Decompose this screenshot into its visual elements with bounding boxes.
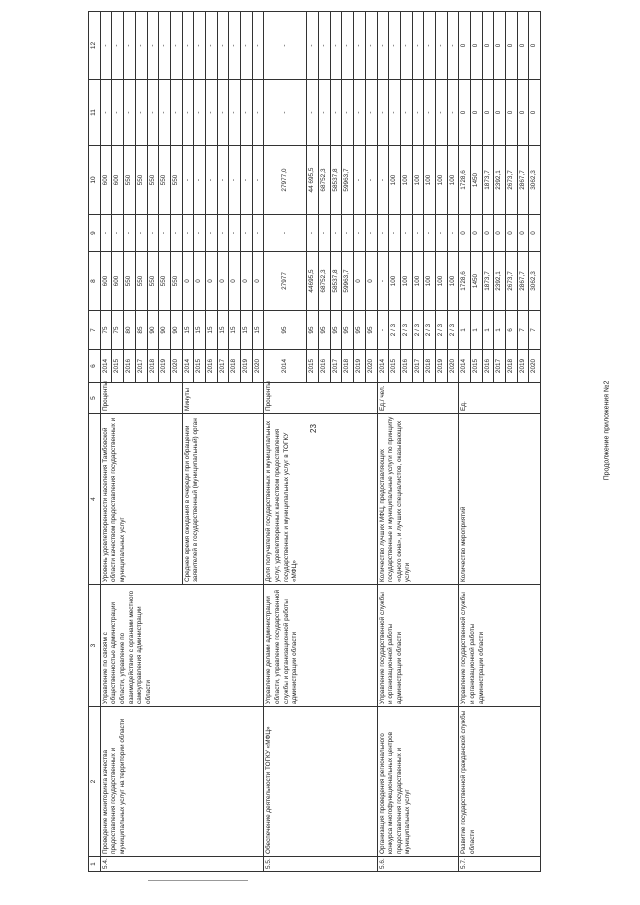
federal-budget: 0 bbox=[517, 215, 529, 252]
total-funding: 0 bbox=[194, 252, 206, 311]
other-sources: - bbox=[400, 12, 412, 80]
indicator-value: 1 bbox=[459, 311, 471, 350]
year: 2019 bbox=[517, 350, 529, 383]
indicator-value: 95 bbox=[354, 311, 366, 350]
local-budget: - bbox=[330, 80, 342, 146]
federal-budget: 0 bbox=[494, 215, 506, 252]
rotated-table-wrapper bbox=[88, 12, 538, 872]
other-sources: - bbox=[182, 12, 194, 80]
local-budget: - bbox=[217, 80, 229, 146]
year: 2014 bbox=[264, 350, 307, 383]
federal-budget: - bbox=[182, 215, 194, 252]
activity-number: 5.6. bbox=[377, 857, 459, 872]
year: 2018 bbox=[342, 350, 354, 383]
activity-number: 5.7. bbox=[459, 857, 541, 872]
federal-budget: - bbox=[307, 215, 319, 252]
year: 2019 bbox=[435, 350, 447, 383]
indicator-value: 1 bbox=[482, 311, 494, 350]
federal-budget: - bbox=[342, 215, 354, 252]
total-funding: 550 bbox=[170, 252, 182, 311]
total-funding: 0 bbox=[217, 252, 229, 311]
regional-budget: 550 bbox=[135, 146, 147, 215]
total-funding: 550 bbox=[135, 252, 147, 311]
federal-budget: - bbox=[112, 215, 124, 252]
regional-budget: 27977,0 bbox=[264, 146, 307, 215]
unit: Минуты bbox=[182, 383, 264, 414]
federal-budget: - bbox=[194, 215, 206, 252]
year: 2016 bbox=[400, 350, 412, 383]
federal-budget: - bbox=[319, 215, 331, 252]
total-funding: 0 bbox=[354, 252, 366, 311]
other-sources: 0 bbox=[529, 12, 541, 80]
regional-budget: 68752,3 bbox=[319, 146, 331, 215]
indicator-name: Доля получателей государственных и муниципальных услуг, удовлетворенных качеством предоставления государственных и муниципальных услуг в ТОГКУ «МФЦ» bbox=[264, 414, 377, 585]
total-funding: 59963,7 bbox=[342, 252, 354, 311]
federal-budget: 0 bbox=[459, 215, 471, 252]
other-sources: - bbox=[354, 12, 366, 80]
col-num: 4 bbox=[89, 414, 101, 585]
indicator-value: 2 / 3 bbox=[447, 311, 459, 350]
regional-budget: 600 bbox=[112, 146, 124, 215]
regional-budget: 550 bbox=[147, 146, 159, 215]
indicator-value: 75 bbox=[112, 311, 124, 350]
regional-budget: - bbox=[365, 146, 377, 215]
other-sources: - bbox=[330, 12, 342, 80]
scan-mark bbox=[148, 880, 248, 881]
regional-budget: 550 bbox=[170, 146, 182, 215]
other-sources: - bbox=[435, 12, 447, 80]
year: 2019 bbox=[241, 350, 253, 383]
indicator-value: 1 bbox=[471, 311, 483, 350]
col-num: 6 bbox=[89, 350, 101, 383]
year: 2018 bbox=[506, 350, 518, 383]
total-funding: 1873,7 bbox=[482, 252, 494, 311]
other-sources: - bbox=[147, 12, 159, 80]
year: 2015 bbox=[389, 350, 401, 383]
local-budget: 0 bbox=[482, 80, 494, 146]
local-budget: 0 bbox=[471, 80, 483, 146]
year: 2020 bbox=[447, 350, 459, 383]
total-funding: 44695,5 bbox=[307, 252, 319, 311]
col-num: 9 bbox=[89, 215, 101, 252]
federal-budget: 0 bbox=[482, 215, 494, 252]
unit: Ед./ чел. bbox=[377, 383, 459, 414]
activity-name: Организация проведения регионального конкурса многофункциональных центров предоставления государственных и муниципальных услуг bbox=[377, 707, 459, 857]
year: 2015 bbox=[471, 350, 483, 383]
year: 2018 bbox=[424, 350, 436, 383]
federal-budget: - bbox=[252, 215, 264, 252]
federal-budget: - bbox=[435, 215, 447, 252]
indicator-value: - bbox=[377, 311, 389, 350]
col-num: 12 bbox=[89, 12, 101, 80]
local-budget: - bbox=[194, 80, 206, 146]
other-sources: 0 bbox=[471, 12, 483, 80]
local-budget: - bbox=[319, 80, 331, 146]
local-budget: - bbox=[389, 80, 401, 146]
year: 2020 bbox=[529, 350, 541, 383]
regional-budget: - bbox=[205, 146, 217, 215]
local-budget: - bbox=[447, 80, 459, 146]
indicator-name: Уровень удовлетворенности населения Тамбовской области качеством предоставления государственных и муниципальных услуг bbox=[100, 414, 182, 585]
local-budget: - bbox=[252, 80, 264, 146]
regional-budget: 550 bbox=[159, 146, 171, 215]
table-row bbox=[459, 12, 471, 872]
local-budget: - bbox=[264, 80, 307, 146]
col-num: 5 bbox=[89, 383, 101, 414]
regional-budget: 2392,1 bbox=[494, 146, 506, 215]
federal-budget: - bbox=[424, 215, 436, 252]
indicator-value: 2 / 3 bbox=[400, 311, 412, 350]
indicator-name: Количество лучших МФЦ, предоставляющих государственные и муниципальные услуги по принципу «одного окна», и лучших специалистов, оказывающих услуги bbox=[377, 414, 459, 585]
local-budget: - bbox=[205, 80, 217, 146]
indicator-value: 7 bbox=[529, 311, 541, 350]
total-funding: 1728,6 bbox=[459, 252, 471, 311]
year: 2017 bbox=[135, 350, 147, 383]
indicator-value: 95 bbox=[330, 311, 342, 350]
indicator-value: 15 bbox=[182, 311, 194, 350]
total-funding: 2392,1 bbox=[494, 252, 506, 311]
year: 2018 bbox=[147, 350, 159, 383]
table-row bbox=[264, 12, 307, 872]
col-num: 10 bbox=[89, 146, 101, 215]
regional-budget: 100 bbox=[447, 146, 459, 215]
total-funding: 1450 bbox=[471, 252, 483, 311]
total-funding: 100 bbox=[389, 252, 401, 311]
total-funding: 100 bbox=[435, 252, 447, 311]
total-funding: 2867,7 bbox=[517, 252, 529, 311]
col-num: 1 bbox=[89, 857, 101, 872]
local-budget: - bbox=[424, 80, 436, 146]
regional-budget: 1873,7 bbox=[482, 146, 494, 215]
year: 2016 bbox=[319, 350, 331, 383]
indicator-value: 15 bbox=[205, 311, 217, 350]
local-budget: - bbox=[365, 80, 377, 146]
indicator-value: 80 bbox=[124, 311, 136, 350]
year: 2014 bbox=[459, 350, 471, 383]
indicator-value: 15 bbox=[229, 311, 241, 350]
regional-budget: 100 bbox=[435, 146, 447, 215]
local-budget: 0 bbox=[506, 80, 518, 146]
year: 2016 bbox=[124, 350, 136, 383]
table-row bbox=[100, 12, 112, 872]
total-funding: 0 bbox=[365, 252, 377, 311]
local-budget: - bbox=[241, 80, 253, 146]
total-funding: 100 bbox=[400, 252, 412, 311]
local-budget: 0 bbox=[529, 80, 541, 146]
year: 2017 bbox=[217, 350, 229, 383]
total-funding: 0 bbox=[182, 252, 194, 311]
local-budget: - bbox=[135, 80, 147, 146]
total-funding: 550 bbox=[124, 252, 136, 311]
regional-budget: 58537,8 bbox=[330, 146, 342, 215]
total-funding: 0 bbox=[205, 252, 217, 311]
total-funding: 550 bbox=[159, 252, 171, 311]
other-sources: - bbox=[135, 12, 147, 80]
local-budget: 0 bbox=[459, 80, 471, 146]
year: 2020 bbox=[170, 350, 182, 383]
federal-budget: - bbox=[217, 215, 229, 252]
federal-budget: - bbox=[100, 215, 112, 252]
federal-budget: 0 bbox=[506, 215, 518, 252]
other-sources: - bbox=[241, 12, 253, 80]
federal-budget: - bbox=[229, 215, 241, 252]
indicator-value: 1 bbox=[494, 311, 506, 350]
year: 2015 bbox=[307, 350, 319, 383]
year: 2020 bbox=[365, 350, 377, 383]
total-funding: 68752,3 bbox=[319, 252, 331, 311]
total-funding: 58537,8 bbox=[330, 252, 342, 311]
regional-budget: 100 bbox=[389, 146, 401, 215]
regional-budget: 600 bbox=[100, 146, 112, 215]
local-budget: - bbox=[400, 80, 412, 146]
indicator-value: 90 bbox=[170, 311, 182, 350]
federal-budget: - bbox=[205, 215, 217, 252]
federal-budget: - bbox=[159, 215, 171, 252]
total-funding: 0 bbox=[229, 252, 241, 311]
regional-budget: - bbox=[354, 146, 366, 215]
year: 2017 bbox=[494, 350, 506, 383]
regional-budget: 100 bbox=[400, 146, 412, 215]
indicator-name: Среднее время ожидания в очереди при обращении заявителей в государственный (муниципальный) орган bbox=[182, 414, 264, 585]
year: 2015 bbox=[112, 350, 124, 383]
column-number-row bbox=[89, 12, 101, 872]
local-budget: - bbox=[342, 80, 354, 146]
indicator-value: 95 bbox=[319, 311, 331, 350]
federal-budget: - bbox=[354, 215, 366, 252]
total-funding: 600 bbox=[112, 252, 124, 311]
federal-budget: - bbox=[330, 215, 342, 252]
federal-budget: - bbox=[241, 215, 253, 252]
year: 2019 bbox=[354, 350, 366, 383]
indicator-name: Количество мероприятий bbox=[459, 414, 541, 585]
regional-budget: 1450 bbox=[471, 146, 483, 215]
federal-budget: - bbox=[124, 215, 136, 252]
federal-budget: - bbox=[264, 215, 307, 252]
other-sources: - bbox=[159, 12, 171, 80]
regional-budget: 3062,3 bbox=[529, 146, 541, 215]
indicator-value: 6 bbox=[506, 311, 518, 350]
col-num: 3 bbox=[89, 585, 101, 707]
local-budget: - bbox=[307, 80, 319, 146]
regional-budget: 2673,7 bbox=[506, 146, 518, 215]
local-budget: 0 bbox=[517, 80, 529, 146]
other-sources: 0 bbox=[506, 12, 518, 80]
unit: Ед. bbox=[459, 383, 541, 414]
other-sources: - bbox=[217, 12, 229, 80]
indicator-value: 75 bbox=[100, 311, 112, 350]
continuation-note: Продолжение приложения №2 bbox=[603, 380, 611, 481]
regional-budget: - bbox=[229, 146, 241, 215]
regional-budget: 550 bbox=[124, 146, 136, 215]
col-num: 11 bbox=[89, 80, 101, 146]
indicator-value: 85 bbox=[135, 311, 147, 350]
indicator-value: 15 bbox=[217, 311, 229, 350]
local-budget: - bbox=[170, 80, 182, 146]
other-sources: - bbox=[100, 12, 112, 80]
federal-budget: - bbox=[400, 215, 412, 252]
other-sources: - bbox=[124, 12, 136, 80]
document-sheet bbox=[88, 12, 538, 872]
page-number: 23 bbox=[308, 424, 318, 433]
regional-budget: - bbox=[182, 146, 194, 215]
total-funding: 2673,7 bbox=[506, 252, 518, 311]
local-budget: - bbox=[100, 80, 112, 146]
other-sources: - bbox=[170, 12, 182, 80]
col-num: 7 bbox=[89, 311, 101, 350]
regional-budget: - bbox=[377, 146, 389, 215]
other-sources: 0 bbox=[482, 12, 494, 80]
other-sources: - bbox=[264, 12, 307, 80]
indicator-value: 2 / 3 bbox=[435, 311, 447, 350]
other-sources: - bbox=[252, 12, 264, 80]
year: 2016 bbox=[205, 350, 217, 383]
other-sources: - bbox=[194, 12, 206, 80]
federal-budget: 0 bbox=[471, 215, 483, 252]
total-funding: 0 bbox=[241, 252, 253, 311]
unit: Проценты bbox=[264, 383, 377, 414]
regional-budget: - bbox=[252, 146, 264, 215]
other-sources: - bbox=[319, 12, 331, 80]
regional-budget: 44 695,5 bbox=[307, 146, 319, 215]
other-sources: - bbox=[447, 12, 459, 80]
indicator-value: 95 bbox=[342, 311, 354, 350]
other-sources: - bbox=[342, 12, 354, 80]
col-num: 2 bbox=[89, 707, 101, 857]
total-funding: 100 bbox=[412, 252, 424, 311]
indicator-value: 2 / 3 bbox=[412, 311, 424, 350]
local-budget: - bbox=[377, 80, 389, 146]
federal-budget: - bbox=[377, 215, 389, 252]
regional-budget: - bbox=[241, 146, 253, 215]
other-sources: - bbox=[229, 12, 241, 80]
indicator-value: 90 bbox=[159, 311, 171, 350]
local-budget: - bbox=[147, 80, 159, 146]
activity-name: Обеспечение деятельности ТОГКУ «МФЦ» bbox=[264, 707, 377, 857]
executor: Управление государственной службы и организационной работы администрации области bbox=[377, 585, 459, 707]
federal-budget: - bbox=[389, 215, 401, 252]
year: 2015 bbox=[194, 350, 206, 383]
total-funding: - bbox=[377, 252, 389, 311]
unit: Проценты bbox=[100, 383, 182, 414]
activity-number: 5.5. bbox=[264, 857, 377, 872]
total-funding: 600 bbox=[100, 252, 112, 311]
other-sources: 0 bbox=[459, 12, 471, 80]
local-budget: - bbox=[182, 80, 194, 146]
year: 2020 bbox=[252, 350, 264, 383]
total-funding: 100 bbox=[447, 252, 459, 311]
col-num: 8 bbox=[89, 252, 101, 311]
total-funding: 27977 bbox=[264, 252, 307, 311]
other-sources: - bbox=[307, 12, 319, 80]
indicator-value: 7 bbox=[517, 311, 529, 350]
other-sources: - bbox=[205, 12, 217, 80]
activity-number: 5.4. bbox=[100, 857, 264, 872]
other-sources: - bbox=[377, 12, 389, 80]
executor: Управление делами администрации области, управление государственной службы и организационной работы администрации области bbox=[264, 585, 377, 707]
indicator-value: 15 bbox=[241, 311, 253, 350]
local-budget: 0 bbox=[494, 80, 506, 146]
regional-budget: - bbox=[194, 146, 206, 215]
regional-budget: 100 bbox=[424, 146, 436, 215]
federal-budget: - bbox=[147, 215, 159, 252]
local-budget: - bbox=[354, 80, 366, 146]
local-budget: - bbox=[229, 80, 241, 146]
federal-budget: - bbox=[365, 215, 377, 252]
total-funding: 100 bbox=[424, 252, 436, 311]
table-row bbox=[377, 12, 389, 872]
year: 2017 bbox=[412, 350, 424, 383]
year: 2016 bbox=[482, 350, 494, 383]
regional-budget: 2867,7 bbox=[517, 146, 529, 215]
activity-name: Проведение мониторинга качества предоставления государственных и муниципальных услуг на территории области bbox=[100, 707, 264, 857]
total-funding: 3062,3 bbox=[529, 252, 541, 311]
other-sources: 0 bbox=[494, 12, 506, 80]
regional-budget: 1728,6 bbox=[459, 146, 471, 215]
regional-budget: 100 bbox=[412, 146, 424, 215]
indicator-value: 95 bbox=[307, 311, 319, 350]
table-body bbox=[89, 12, 541, 872]
indicator-value: 95 bbox=[264, 311, 307, 350]
indicator-value: 2 / 3 bbox=[389, 311, 401, 350]
other-sources: - bbox=[389, 12, 401, 80]
other-sources: - bbox=[365, 12, 377, 80]
federal-budget: - bbox=[412, 215, 424, 252]
local-budget: - bbox=[435, 80, 447, 146]
year: 2019 bbox=[159, 350, 171, 383]
executor: Управление по связям с общественностью администрации области, управление по взаимодействию с органами местного самоуправления администрации области bbox=[100, 585, 264, 707]
federal-budget: - bbox=[170, 215, 182, 252]
indicator-value: 90 bbox=[147, 311, 159, 350]
indicator-value: 15 bbox=[194, 311, 206, 350]
total-funding: 0 bbox=[252, 252, 264, 311]
year: 2014 bbox=[377, 350, 389, 383]
federal-budget: - bbox=[447, 215, 459, 252]
other-sources: - bbox=[112, 12, 124, 80]
year: 2018 bbox=[229, 350, 241, 383]
local-budget: - bbox=[124, 80, 136, 146]
local-budget: - bbox=[112, 80, 124, 146]
other-sources: - bbox=[424, 12, 436, 80]
indicator-value: 15 bbox=[252, 311, 264, 350]
executor: Управление государственной службы и организационной работы администрации области bbox=[459, 585, 541, 707]
indicator-value: 95 bbox=[365, 311, 377, 350]
total-funding: 550 bbox=[147, 252, 159, 311]
other-sources: - bbox=[412, 12, 424, 80]
federal-budget: - bbox=[135, 215, 147, 252]
regional-budget: - bbox=[217, 146, 229, 215]
local-budget: - bbox=[412, 80, 424, 146]
indicator-value: 2 / 3 bbox=[424, 311, 436, 350]
activity-name: Развитие государственной гражданской службы области bbox=[459, 707, 541, 857]
regional-budget: 59963,7 bbox=[342, 146, 354, 215]
other-sources: 0 bbox=[517, 12, 529, 80]
year: 2014 bbox=[100, 350, 112, 383]
federal-budget: 0 bbox=[529, 215, 541, 252]
year: 2017 bbox=[330, 350, 342, 383]
program-table bbox=[88, 11, 541, 872]
year: 2014 bbox=[182, 350, 194, 383]
local-budget: - bbox=[159, 80, 171, 146]
